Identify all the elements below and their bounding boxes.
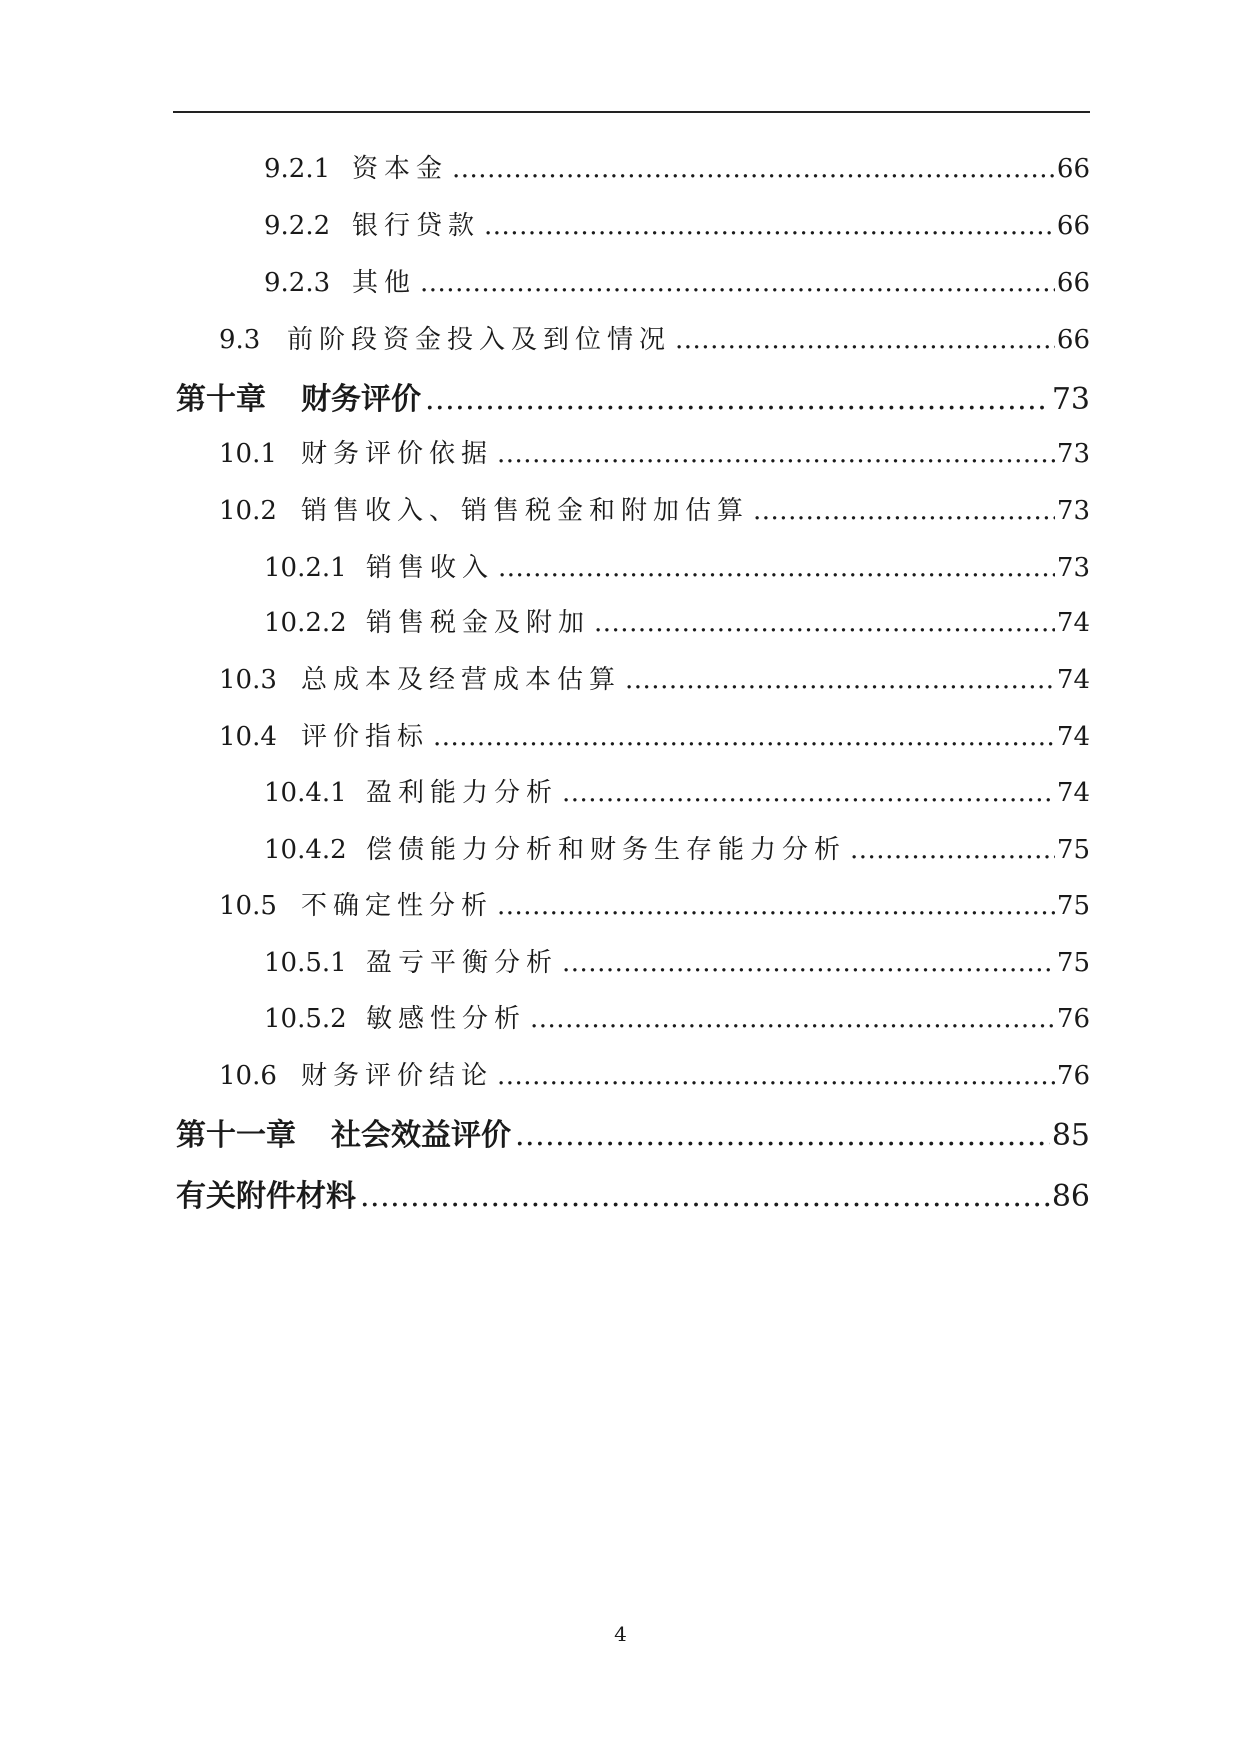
toc-title: 盈利能力分析 — [366, 778, 559, 808]
toc-entry-10-5 — [219, 885, 1090, 922]
toc-title: 销售收入、销售税金和附加估算 — [301, 496, 750, 526]
toc-entry-10-2-1 — [264, 547, 1090, 584]
toc-number: 10.4.1 — [264, 778, 347, 808]
toc-title: 评价指标 — [301, 722, 430, 752]
toc-page: 73 — [1051, 382, 1090, 417]
toc-page: 74 — [1056, 608, 1090, 638]
toc-leader — [515, 1118, 1050, 1153]
toc-title: 财务评价结论 — [301, 1061, 494, 1091]
toc-page: 73 — [1056, 496, 1090, 526]
toc-entry-9-2-1 — [264, 148, 1090, 185]
toc-page: 76 — [1056, 1061, 1090, 1091]
toc-number: 9.3 — [219, 325, 261, 355]
toc-page: 66 — [1056, 211, 1090, 241]
toc-entry-10-5-1 — [264, 942, 1090, 979]
toc-title: 总成本及经营成本估算 — [301, 665, 622, 695]
toc-entry-10-1 — [219, 433, 1090, 470]
toc-title: 不确定性分析 — [301, 891, 494, 921]
toc-leader — [420, 268, 1055, 298]
toc-entry-chapter-10 — [176, 374, 1090, 418]
toc-title: 销售税金及附加 — [366, 608, 591, 638]
toc-leader — [497, 1061, 1055, 1091]
toc-number: 10.1 — [219, 439, 277, 469]
toc-number: 10.6 — [219, 1061, 277, 1091]
toc-number: 第十章 — [176, 382, 266, 417]
toc-title: 资本金 — [352, 154, 449, 184]
toc-entry-9-2-2 — [264, 205, 1090, 242]
toc-leader — [675, 325, 1055, 355]
toc-page: 73 — [1056, 439, 1090, 469]
toc-leader — [452, 154, 1055, 184]
toc-entry-10-2 — [219, 490, 1090, 527]
toc-page: 86 — [1051, 1179, 1090, 1214]
toc-leader — [594, 608, 1055, 638]
toc-number: 第十一章 — [176, 1118, 296, 1153]
toc-number: 9.2.1 — [264, 154, 331, 184]
toc-number: 10.3 — [219, 665, 277, 695]
toc-entry-appendix — [176, 1171, 1090, 1215]
toc-number: 10.5.2 — [264, 1004, 347, 1034]
toc-entry-10-4 — [219, 716, 1090, 753]
toc-page: 66 — [1056, 325, 1090, 355]
toc-leader — [484, 211, 1055, 241]
toc-leader — [497, 891, 1055, 921]
toc-page: 76 — [1056, 1004, 1090, 1034]
toc-leader — [425, 382, 1050, 417]
toc-page: 75 — [1056, 835, 1090, 865]
toc-page: 66 — [1056, 268, 1090, 298]
toc-page: 75 — [1056, 891, 1090, 921]
toc-leader — [850, 835, 1055, 865]
toc-leader — [562, 948, 1055, 978]
toc-leader — [497, 439, 1055, 469]
toc-title: 财务评价 — [301, 382, 421, 417]
toc-number: 10.2.2 — [264, 608, 347, 638]
toc-page: 73 — [1056, 553, 1090, 583]
toc-number: 10.2.1 — [264, 553, 347, 583]
toc-entry-10-6 — [219, 1055, 1090, 1092]
toc-number: 10.5 — [219, 891, 277, 921]
toc-entry-10-3 — [219, 659, 1090, 696]
toc-number: 10.4 — [219, 722, 277, 752]
toc-page: 75 — [1056, 948, 1090, 978]
toc-leader — [360, 1179, 1050, 1214]
toc-title: 盈亏平衡分析 — [366, 948, 559, 978]
toc-number: 10.5.1 — [264, 948, 347, 978]
toc-entry-chapter-11 — [176, 1110, 1090, 1154]
toc-title: 前阶段资金投入及到位情况 — [287, 325, 672, 355]
toc-page: 74 — [1056, 778, 1090, 808]
toc-title: 其他 — [352, 268, 417, 298]
toc-title: 社会效益评价 — [331, 1118, 511, 1153]
toc-title: 敏感性分析 — [366, 1004, 527, 1034]
toc-title: 销售收入 — [366, 553, 495, 583]
toc-title: 财务评价依据 — [301, 439, 494, 469]
toc-entry-10-4-2 — [264, 829, 1090, 866]
toc-leader — [433, 722, 1055, 752]
toc-leader — [530, 1004, 1055, 1034]
toc-number: 10.2 — [219, 496, 277, 526]
toc-page: 74 — [1056, 722, 1090, 752]
toc-entry-10-2-2 — [264, 602, 1090, 639]
toc-leader — [562, 778, 1055, 808]
toc-title: 有关附件材料 — [176, 1179, 356, 1214]
toc-leader — [625, 665, 1055, 695]
toc-number: 9.2.2 — [264, 211, 331, 241]
toc-entry-9-2-3 — [264, 262, 1090, 299]
toc-number: 10.4.2 — [264, 835, 347, 865]
toc-page: 66 — [1056, 154, 1090, 184]
page-number: 4 — [614, 1622, 627, 1646]
toc-title: 银行贷款 — [352, 211, 481, 241]
toc-entry-9-3 — [219, 319, 1090, 356]
toc-page: 74 — [1056, 665, 1090, 695]
toc-page: 85 — [1051, 1118, 1090, 1153]
toc-entry-10-5-2 — [264, 998, 1090, 1035]
toc-number: 9.2.3 — [264, 268, 331, 298]
toc-leader — [498, 553, 1055, 583]
toc-title: 偿债能力分析和财务生存能力分析 — [366, 835, 847, 865]
toc-leader — [753, 496, 1055, 526]
toc-entry-10-4-1 — [264, 772, 1090, 809]
